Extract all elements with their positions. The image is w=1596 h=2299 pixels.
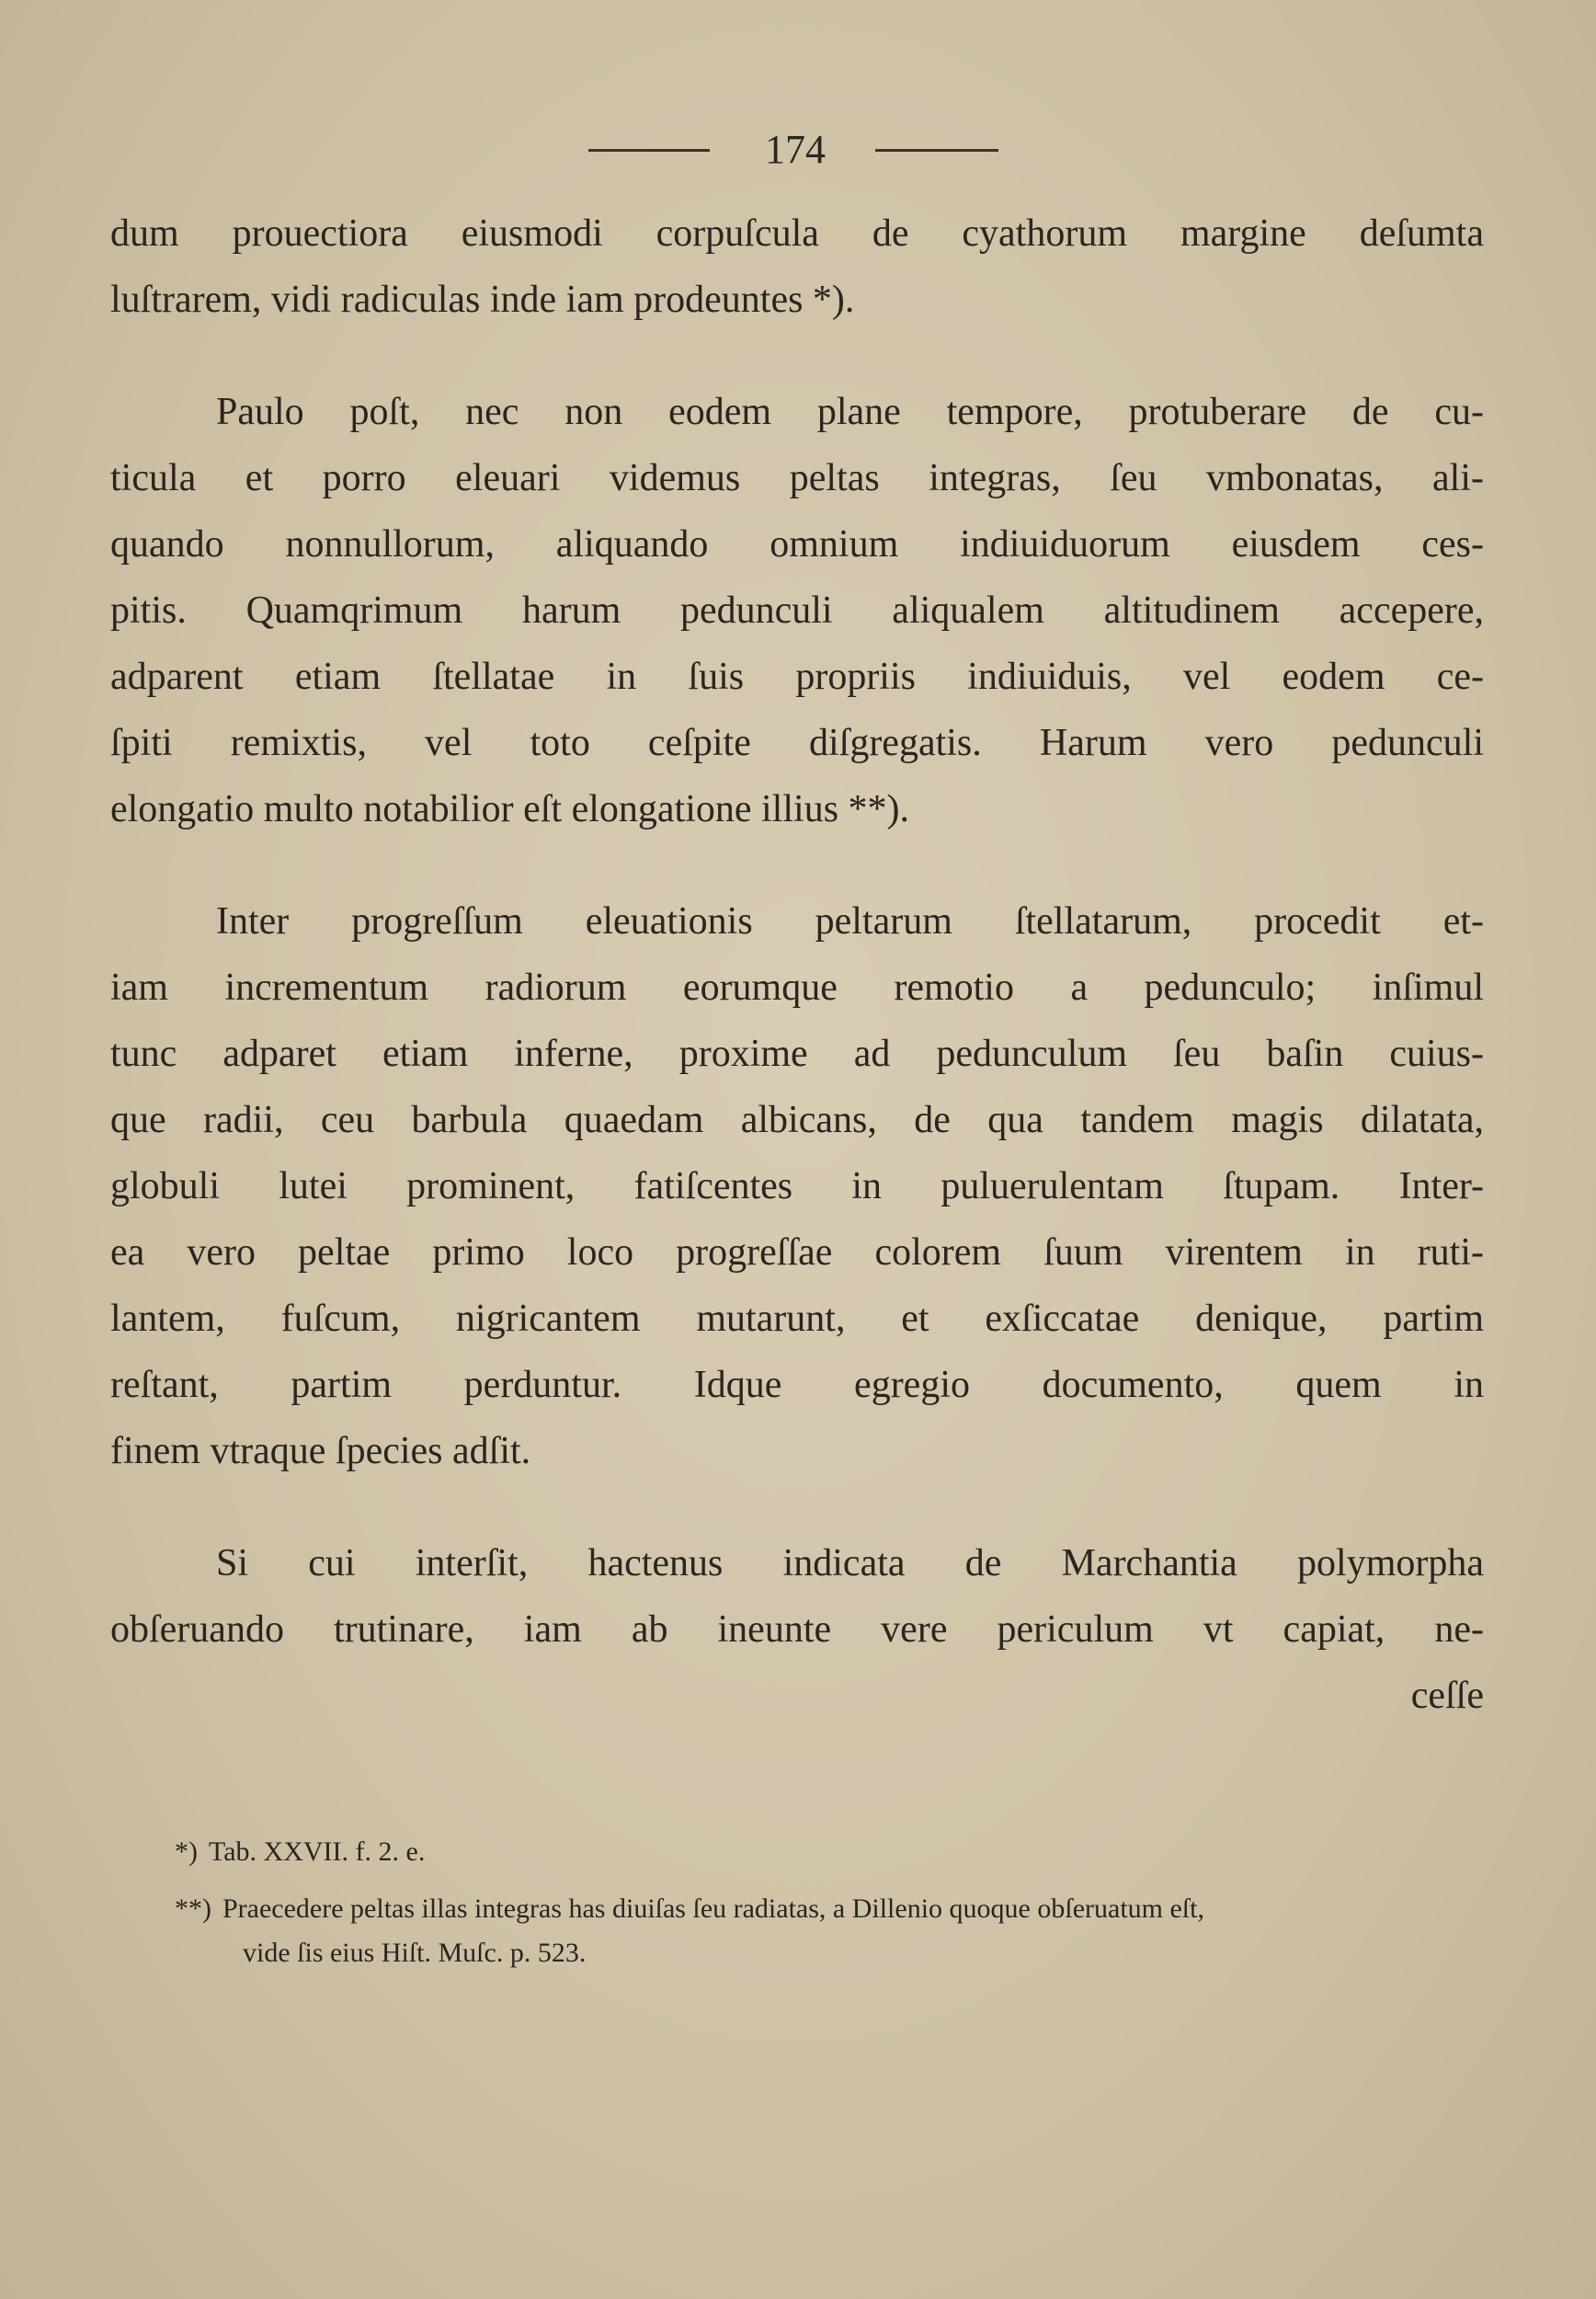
- text-line: pitis. Quamqrimum harum pedunculi aliqualem altitudinem accepere,: [110, 589, 1484, 632]
- footnote-mark: **): [175, 1893, 211, 1924]
- text-line: luſtrarem, vidi radiculas inde iam prodeuntes *).: [110, 279, 855, 321]
- text-line: obſeruando trutinare, iam ab ineunte vere periculum vt capiat, ne-: [110, 1608, 1484, 1651]
- catchword: ceſſe: [1410, 1675, 1484, 1717]
- paragraph-3: [110, 888, 1484, 1484]
- text-line: elongatio multo notabilior eſt elongatione illius **).: [110, 788, 910, 830]
- footnote-text: Tab. XXVII. f. 2. e.: [209, 1836, 426, 1867]
- text-line: ea vero peltae primo loco progreſſae colorem ſuum virentem in ruti-: [110, 1231, 1484, 1274]
- text-line: reſtant, partim perduntur. Idque egregio documento, quem in: [110, 1364, 1484, 1406]
- paragraph-gap: [110, 333, 1484, 379]
- footnote-1: [175, 1830, 1484, 1874]
- text-line: ſpiti remixtis, vel toto ceſpite diſgregatis. Harum vero pedunculi: [110, 722, 1484, 764]
- text-line: Paulo poſt, nec non eodem plane tempore, protuberare de cu-: [216, 391, 1484, 433]
- text-line: dum prouectiora eiusmodi corpuſcula de cyathorum margine deſumta: [110, 212, 1484, 255]
- text-line: quando nonnullorum, aliquando omnium indiuiduorum eiusdem ces-: [110, 523, 1484, 566]
- text-line: Si cui interſit, hactenus indicata de Marchantia polymorpha: [216, 1542, 1484, 1584]
- text-line: adparent etiam ſtellatae in ſuis propriis indiuiduis, vel eodem ce-: [110, 656, 1484, 698]
- footnote-mark: *): [175, 1836, 198, 1867]
- text-line: finem vtraque ſpecies adſit.: [110, 1430, 531, 1472]
- footnote-text: Praecedere peltas illas integras has diuiſas ſeu radiatas, a Dillenio quoque obſeruatum eſt,: [222, 1893, 1204, 1924]
- page-number: 174: [765, 127, 826, 172]
- paragraph-1: [110, 200, 1484, 333]
- paragraph-4: [110, 1530, 1484, 1729]
- text-line: tunc adparet etiam inferne, proxime ad pedunculum ſeu baſin cuius-: [110, 1033, 1484, 1075]
- text-line: iam incrementum radiorum eorumque remotio a pedunculo; inſimul: [110, 966, 1484, 1009]
- paragraph-2: [110, 379, 1484, 842]
- text-line: ticula et porro eleuari videmus peltas integras, ſeu vmbonatas, ali-: [110, 457, 1484, 499]
- footnote-2-continuation: vide ſis eius Hiſt. Muſc. p. 523.: [243, 1938, 587, 1968]
- paragraph-gap: [110, 842, 1484, 888]
- header-rule-right: [875, 149, 998, 152]
- body-text: [110, 200, 1484, 1729]
- paragraph-gap: [110, 1484, 1484, 1530]
- text-line: lantem, fuſcum, nigricantem mutarunt, et exſiccatae denique, partim: [110, 1298, 1484, 1340]
- text-line: globuli lutei prominent, fatiſcentes in puluerulentam ſtupam. Inter-: [110, 1165, 1484, 1207]
- footnote-2: [175, 1887, 1484, 1931]
- text-line: que radii, ceu barbula quaedam albicans, de qua tandem magis dilatata,: [110, 1099, 1484, 1141]
- footnotes: [175, 1830, 1484, 1975]
- header-rule-left: [588, 149, 710, 152]
- text-line: Inter progreſſum eleuationis peltarum ſtellatarum, procedit et-: [216, 900, 1484, 943]
- page-header: [0, 127, 1596, 182]
